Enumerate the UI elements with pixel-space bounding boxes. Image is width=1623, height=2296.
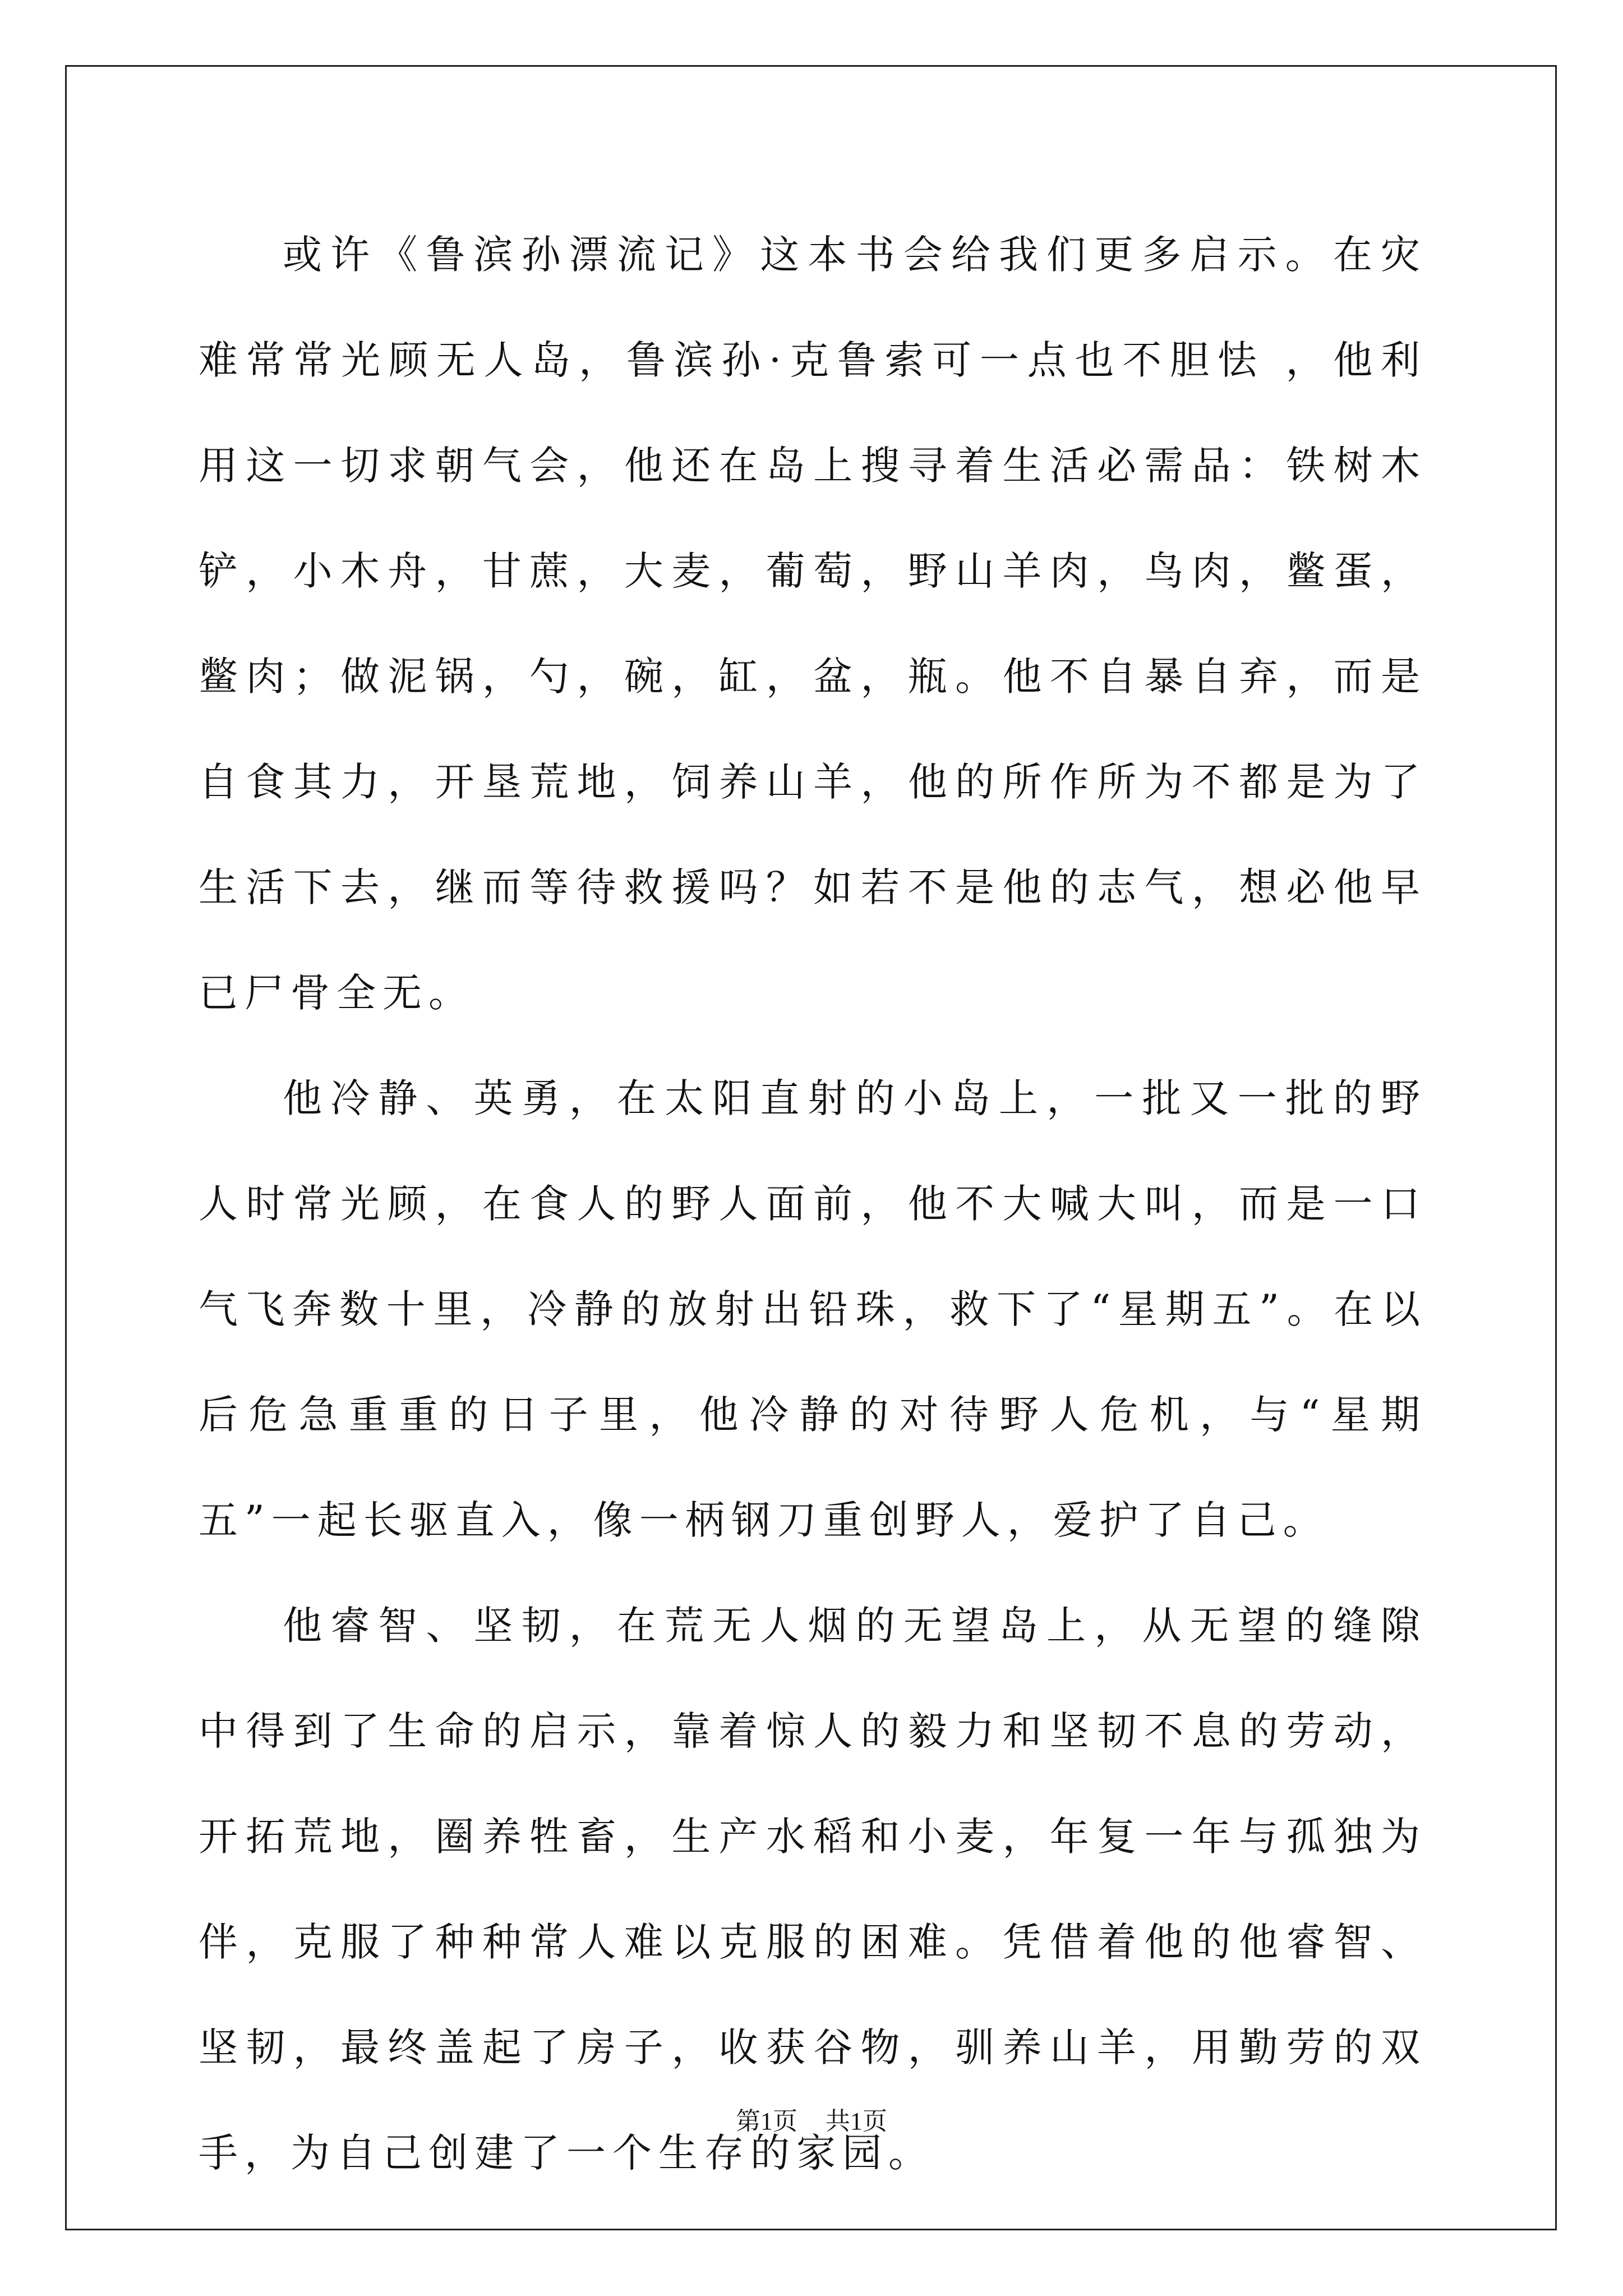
document-body: [199, 202, 1427, 2206]
paragraph-3: 他睿智、坚韧，在荒无人烟的无望岛上，从无望的缝隙中得到了生命的启示，靠着惊人的毅力和坚韧不息的劳动，开拓荒地，圈养牲畜，生产水稻和小麦，年复一年与孤独为伴，克服了种种常人难以克服的困难。凭借着他的他睿智、坚韧，最终盖起了房子，收获谷物，驯养山羊，用勤劳的双手，为自己创建了一个生存的家园。: [199, 1603, 1427, 2176]
page-number: 第1页: [736, 2108, 797, 2135]
paragraph-1: 或许《鲁滨孙漂流记》这本书会给我们更多启示。在灾难常常光顾无人岛，鲁滨孙·克鲁索可一点也不胆怯 ，他利用这一切求朝气会，他还在岛上搜寻着生活必需品：铁树木铲，小木舟，甘蔗，大麦，葡萄，野山羊肉，鸟肉，鳖蛋，鳖肉；做泥锅，勺，碗，缸，盆，瓶。他不自暴自弃，而是自食其力，开垦荒地，饲养山羊，他的所作所为不都是为了生活下去，继而等待救援吗？如若不是他的志气，想必他早已尸骨全无。: [199, 232, 1427, 1016]
page-footer: [0, 2101, 1623, 2137]
paragraph-2: 他冷静、英勇，在太阳直射的小岛上，一批又一批的野人时常光顾，在食人的野人面前，他不大喊大叫，而是一口气飞奔数十里，冷静的放射出铅珠，救下了“星期五”。在以后危急重重的日子里，他冷静的对待野人危机，与“星期五”一起长驱直入，像一柄钢刀重创野人，爱护了自己。: [199, 1075, 1427, 1543]
page-total: 共1页: [826, 2108, 887, 2135]
